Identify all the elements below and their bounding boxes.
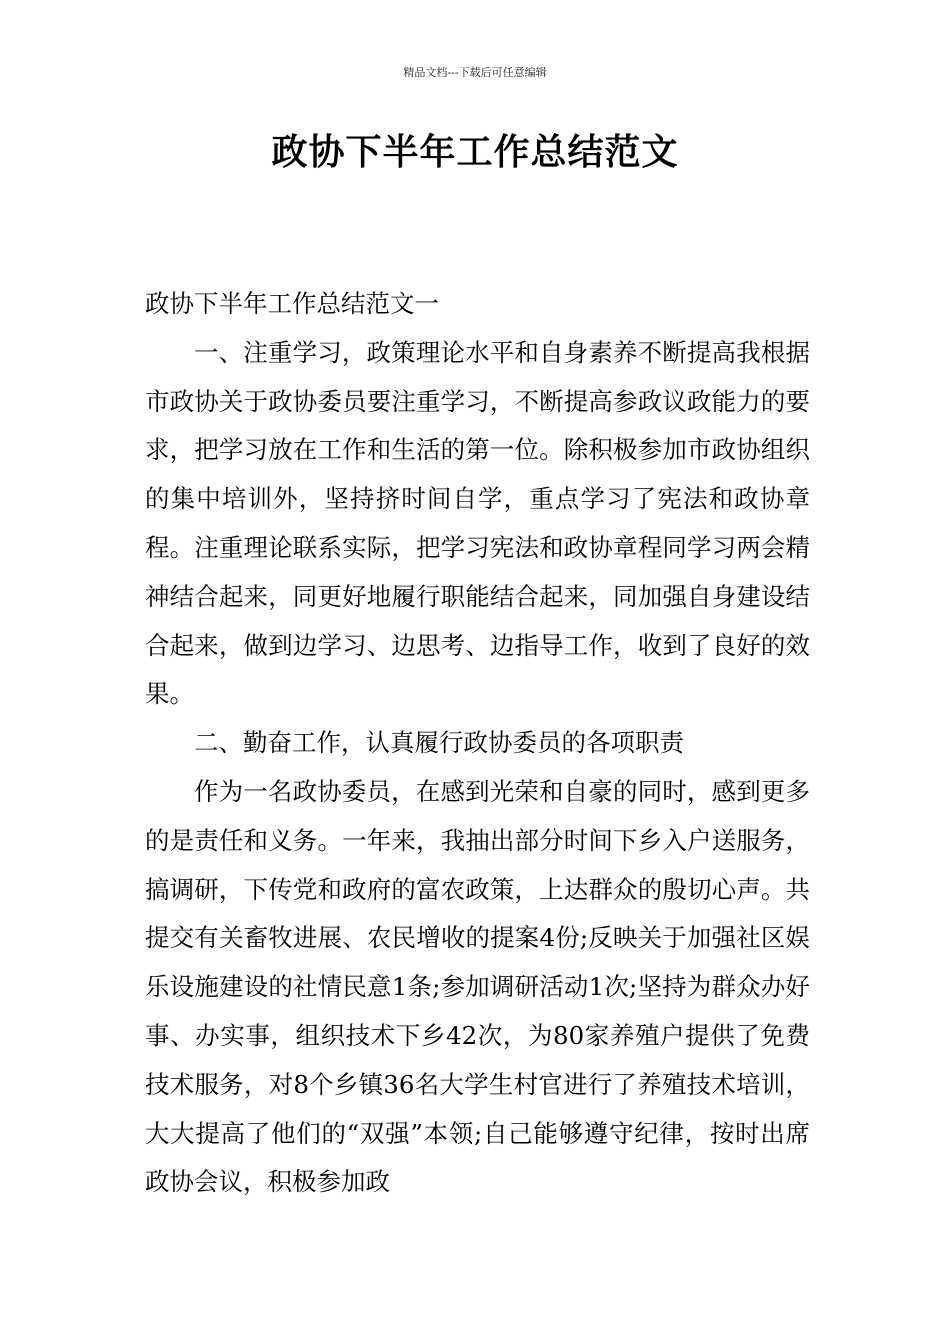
header-note: 精品文档---下载后可任意编辑: [403, 66, 547, 79]
paragraph-duties: 作为一名政协委员，在感到光荣和自豪的同时，感到更多的是责任和义务。一年来，我抽出部分时间下乡入户送服务，搞调研，下传党和政府的富农政策，上达群众的殷切心声。共提交有关畜牧进展、农民增收的提案4份;反映关于加强社区娱乐设施建设的社情民意1条;参加调研活动1次;坚持为群众办好事、办实事，组织技术下乡42次，为80家养殖户提供了免费技术服务，对8个乡镇36名大学生村官进行了养殖技术培训，大大提高了他们的“双强”本领;自己能够遵守纪律，按时出席政协会议，积极参加政: [145, 776, 810, 1197]
paragraph-study: 一、注重学习，政策理论水平和自身素养不断提高我根据市政协关于政协委员要注重学习，不断提高参政议政能力的要求，把学习放在工作和生活的第一位。除积极参加市政协组织的集中培训外，坚持挤时间自学，重点学习了宪法和政协章程。注重理论联系实际，把学习宪法和政协章程同学习两会精神结合起来，同更好地履行职能结合起来，同加强自身建设结合起来，做到边学习、边思考、边指导工作，收到了良好的效果。: [145, 337, 810, 709]
section-subtitle: 政协下半年工作总结范文一: [145, 289, 439, 318]
document-title: 政协下半年工作总结范文: [271, 131, 679, 173]
paragraph-heading-work: 二、勤奋工作，认真履行政协委员的各项职责: [194, 728, 684, 758]
document-body: [145, 280, 810, 1207]
